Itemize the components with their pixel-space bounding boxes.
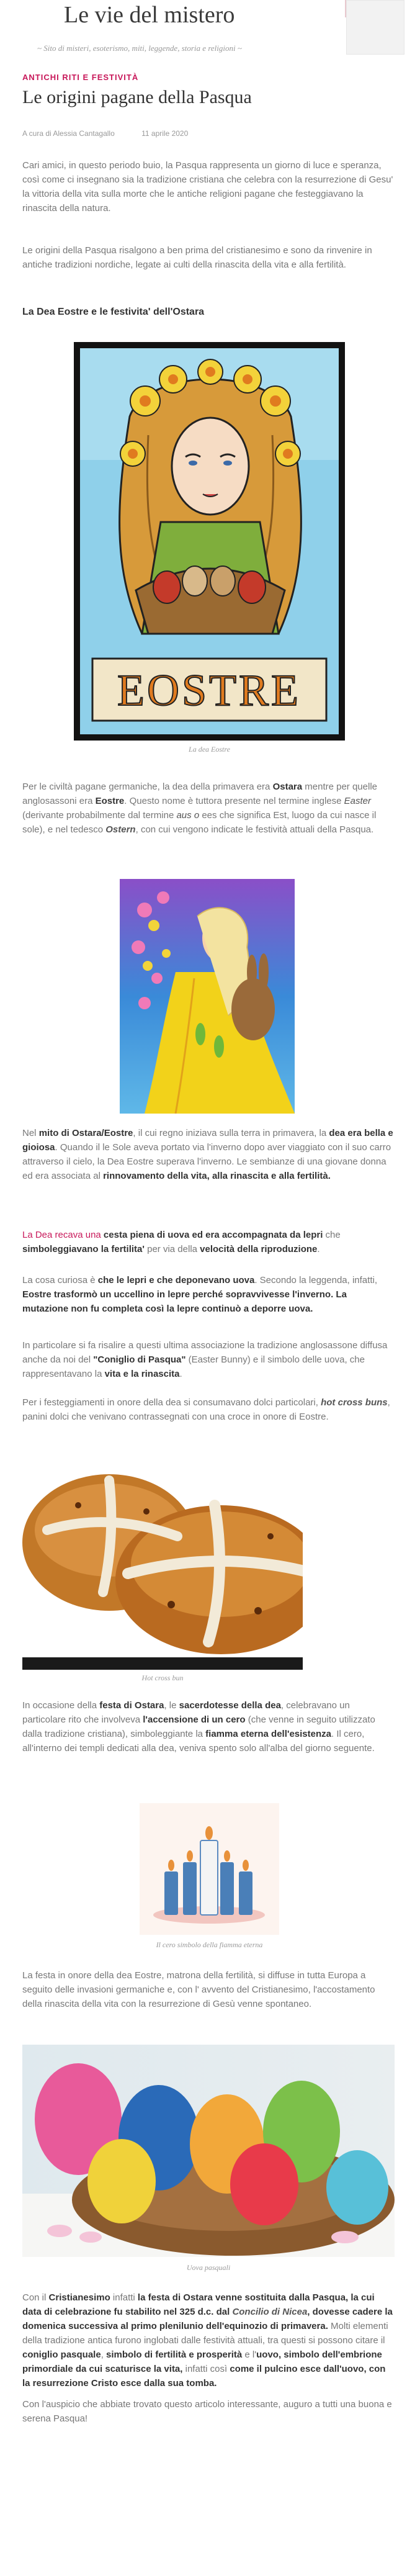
candles-illustration [140, 1803, 279, 1935]
intro-paragraph-1: Cari amici, in questo periodo buio, la Pasqua rappresenta un giorno di luce e speranza, così come ci insegnano sia la tradizione cristiana che celebra con la resurrezione di Gesu' la vittoria della vita sulla morte che le antiche religioni pagane che festeggiavano la rinascita della natura. [22, 160, 393, 214]
bunny-paragraph: In particolare si fa risalire a questi ultima associazione la tradizione anglosassone diffusa anche da noi del "Coniglio di Pasqua" (Easter Bunny) e il simbolo delle uova, che rappresentavano la vita e la rinascita. [22, 1340, 388, 1379]
post-date: 11 aprile 2020 [141, 129, 189, 138]
closing-paragraph: Con l'auspicio che abbiate trovato questo articolo interessante, auguro a tutti una buona e serena Pasqua! [22, 2399, 392, 2424]
basket-paragraph: La Dea recava una cesta piena di uova ed era accompagnata da lepri che simboleggiavano la fertilita' per via della velocità della riproduzione. [22, 1230, 341, 1254]
hot-cross-buns-photo [22, 1456, 303, 1670]
easter-eggs-photo [22, 2045, 395, 2257]
eostre-illustration [74, 342, 345, 741]
eostre-title-text: EOSTRE [117, 665, 302, 715]
hare-paragraph: La cosa curiosa è che le lepri e che deponevano uova. Secondo la leggenda, infatti, Eostre trasformò un uccellino in lepre perché sopravvivesse l'inverno. La mutazione non fu completa così la lepre continuò a deporre uova. [22, 1275, 377, 1314]
site-title[interactable]: Le vie del mistero [64, 2, 235, 28]
section-heading: La Dea Eostre e le festivita' dell'Ostara [22, 307, 205, 317]
site-tagline: ~ Sito di misteri, esoterismo, miti, leggende, storia e religioni ~ [37, 43, 242, 53]
fire-ritual-paragraph: In occasione della festa di Ostara, le sacerdotesse della dea, celebravano un particolare rito che involveva l'accensione di un cero (che venne in seguito utilizzato dalla tradizione cristiana), simboleggiante la fiamma eterna dell'esistenza. Il cero, all'interno dei templi dedicati alla dea, veniva spento solo all'alba del giorno seguente. [22, 1700, 375, 1754]
myth-paragraph: Nel mito di Ostara/Eostre, il cui regno iniziava sulla terra in primavera, la dea era bella e gioiosa. Quando il le Sole aveva portato via l'inverno dopo aver viaggiato con il suo carro attraverso il cielo, la Dea Eostre superava l'inverno. Le sembianze di una giovane donna ed era associata al rinnovamento della vita, alla rinascita e alla fertilità. [22, 1128, 393, 1181]
eggs-caption: Uova pasquali [186, 2263, 231, 2272]
buns-paragraph: Per i festeggiamenti in onore della dea si consumavano dolci particolari, hot cross buns, panini dolci che venivano contrassegnati con una croce in onore di Eostre. [22, 1397, 390, 1422]
site-header [0, 0, 420, 59]
candles-caption: Il cero simbolo della fiamma eterna [156, 1940, 263, 1949]
christianity-paragraph: Con il Cristianesimo infatti la festa di Ostara venne sostituita dalla Pasqua, la cui data di celebrazione fu stabilito nel 325 d.c. dal Concilio di Nicea, dovesse cadere la domenica successiva al primo plenilunio dell'equinozio di primavera. Molti elementi della tradizione antica furono inglobati dalle festività attuali, tra questi si possono citare il coniglio pasquale, simbolo di fertilità e prosperità e l'uovo, simbolo dell'embrione primordiale da cui scaturisce la vita, infatti così come il pulcino esce dall'uovo, con la resurrezione Cristo esce dalla sua tomba. [22, 2292, 393, 2389]
header-widget [346, 0, 404, 55]
buns-caption: Hot cross bun [141, 1673, 184, 1682]
eostre-caption: La dea Eostre [189, 745, 230, 754]
germanic-paragraph: Per le civiltà pagane germaniche, la dea della primavera era Ostara mentre per quelle anglosassoni era Eostre. Questo nome è tuttora presente nel termine inglese Easter (derivante probabilmente dal termine aus o ees che significa Est, luogo da cui nasce il sole), e nel tedesco Ostern, con cui vengono indicate le festività attuali della Pasqua. [22, 781, 377, 835]
spread-paragraph: La festa in onore della dea Eostre, matrona della fertilità, si diffuse in tutta Europa a seguito delle invasioni germaniche e, con l' avvento del Cristianesimo, l'accostamento della rinascita della vita con la resurrezione di Gesù venne spontaneo. [22, 1970, 375, 2009]
post-title: Le origini pagane della Pasqua [22, 87, 252, 107]
goddess-hare-illustration [120, 879, 295, 1114]
category-link[interactable]: ANTICHI RITI E FESTIVITÀ [22, 73, 139, 82]
post-meta [22, 129, 188, 138]
intro-paragraph-2: Le origini della Pasqua risalgono a ben prima del cristianesimo e sono da rinvenire in antiche tradizioni nordiche, legate ai culti della rinascita della vita e alla fertilità. [22, 245, 372, 270]
post-author: A cura di Alessia Cantagallo [22, 129, 115, 138]
